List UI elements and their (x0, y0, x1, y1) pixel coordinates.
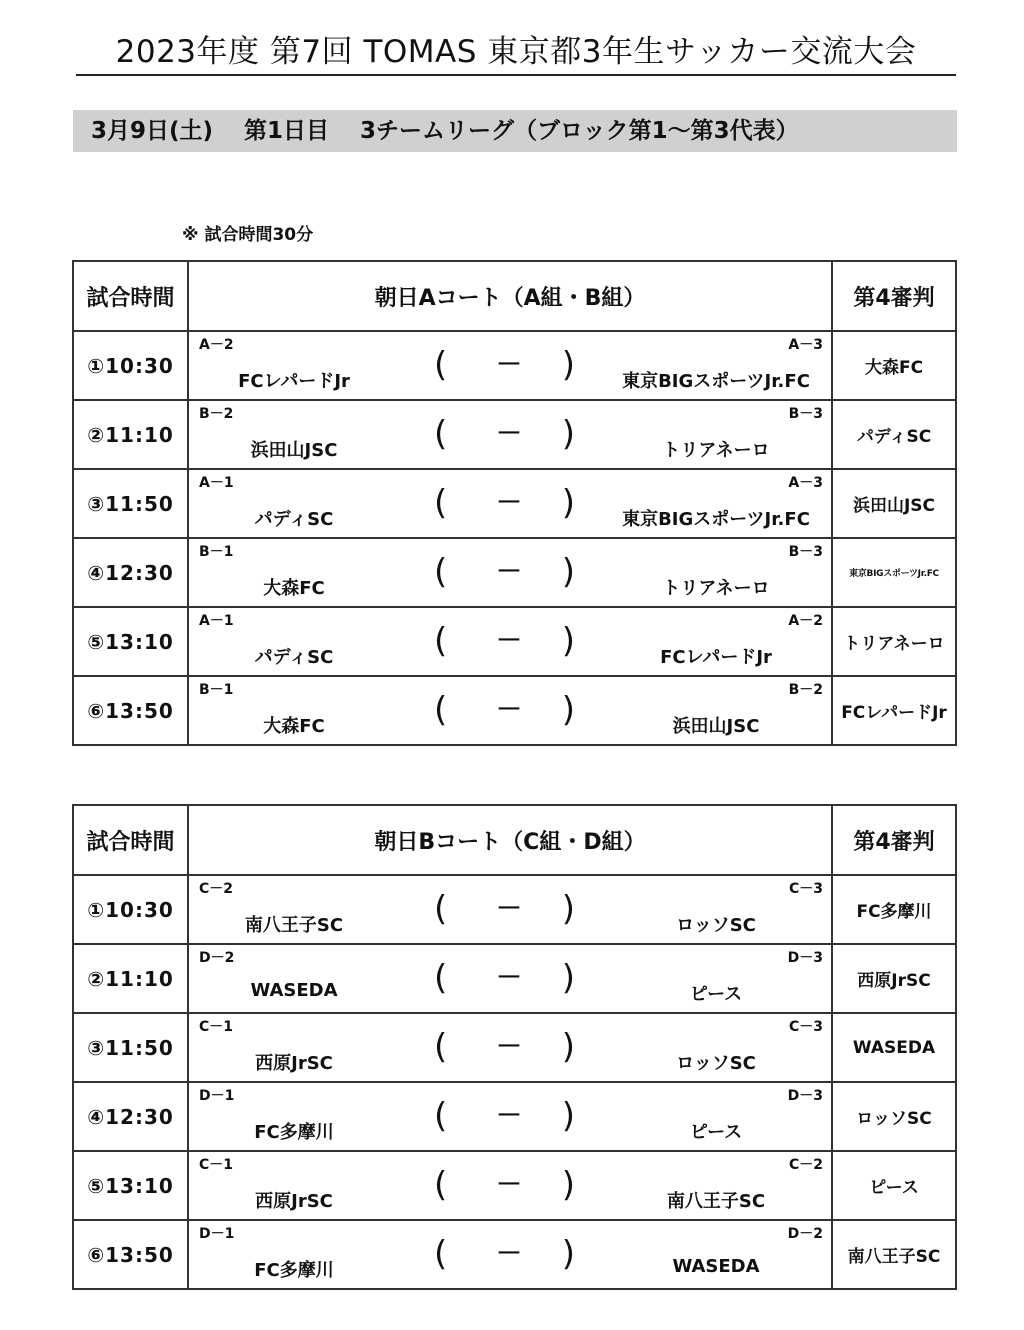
close-paren: ) (561, 414, 575, 454)
match (189, 609, 831, 674)
header-fourth-official: 第4審判 (832, 261, 956, 331)
away-team-name: 東京BIGスポーツJr.FC (622, 371, 810, 392)
match (189, 1153, 831, 1218)
match-time: ⑥13:50 (73, 676, 188, 745)
table-row (73, 875, 956, 944)
open-paren: ( (434, 958, 448, 998)
score-box (434, 345, 589, 387)
score-separator: － (496, 626, 523, 656)
home-team-name: 西原JrSC (255, 1053, 333, 1074)
table-row (73, 607, 956, 676)
away-team-name: ピース (689, 984, 743, 1005)
score-box (434, 1096, 589, 1138)
score-separator: － (496, 350, 523, 380)
close-paren: ) (561, 1096, 575, 1136)
table-row (73, 1013, 956, 1082)
table-row (73, 1082, 956, 1151)
header-court-a: 朝日Aコート（A組・B組） (188, 261, 832, 331)
home-team-code: B－2 (199, 406, 234, 422)
away-team-name: FCレパードJr (660, 647, 772, 668)
away-team-code: B－3 (788, 406, 823, 422)
open-paren: ( (434, 345, 448, 385)
open-paren: ( (434, 414, 448, 454)
home-team-name: パディSC (254, 647, 334, 668)
close-paren: ) (561, 552, 575, 592)
match-cell (188, 875, 832, 944)
fourth-official: 大森FC (832, 331, 956, 400)
home-team-code: D－1 (199, 1088, 235, 1104)
away-team-code: B－3 (788, 544, 823, 560)
fourth-official: FCレパードJr (832, 676, 956, 745)
match-time: ④12:30 (73, 1082, 188, 1151)
fourth-official: 西原JrSC (832, 944, 956, 1013)
score-separator: － (496, 963, 523, 993)
match (189, 333, 831, 398)
match-cell (188, 1082, 832, 1151)
header-court-b: 朝日Bコート（C組・D組） (188, 805, 832, 875)
score-separator: － (496, 1239, 523, 1269)
home-team-code: D－1 (199, 1226, 235, 1242)
score-box (434, 1027, 589, 1069)
close-paren: ) (561, 1165, 575, 1205)
match-cell (188, 538, 832, 607)
home-team-name: パディSC (254, 509, 334, 530)
match-cell (188, 400, 832, 469)
table-row (73, 538, 956, 607)
close-paren: ) (561, 1027, 575, 1067)
away-team-name: トリアネーロ (662, 440, 770, 461)
table-row (73, 676, 956, 745)
close-paren: ) (561, 345, 575, 385)
home-team-name: FCレパードJr (238, 371, 350, 392)
away-team-code: A－2 (788, 613, 823, 629)
table-row (73, 331, 956, 400)
match (189, 946, 831, 1011)
match-duration-note: ※ 試合時間30分 (182, 225, 314, 245)
open-paren: ( (434, 1234, 448, 1274)
match (189, 1222, 831, 1287)
match (189, 1015, 831, 1080)
away-team-name: トリアネーロ (662, 578, 770, 599)
score-box (434, 690, 589, 732)
match-cell (188, 469, 832, 538)
score-box (434, 414, 589, 456)
home-team-code: A－1 (199, 475, 234, 491)
table-header-row (73, 805, 956, 875)
home-team-name: 大森FC (263, 578, 325, 599)
open-paren: ( (434, 621, 448, 661)
header-match-time: 試合時間 (73, 805, 188, 875)
court-b-schedule-table (72, 804, 957, 1290)
score-box (434, 958, 589, 1000)
score-separator: － (496, 488, 523, 518)
match-cell (188, 1151, 832, 1220)
match (189, 402, 831, 467)
score-box (434, 1234, 589, 1276)
match (189, 540, 831, 605)
score-separator: － (496, 1170, 523, 1200)
fourth-official: パディSC (832, 400, 956, 469)
table-header-row (73, 261, 956, 331)
open-paren: ( (434, 1027, 448, 1067)
home-team-code: A－2 (199, 337, 234, 353)
home-team-code: C－1 (199, 1157, 234, 1173)
away-team-name: ロッソSC (676, 915, 756, 936)
match (189, 1084, 831, 1149)
away-team-code: A－3 (788, 337, 823, 353)
match-time: ③11:50 (73, 469, 188, 538)
score-box (434, 483, 589, 525)
fourth-official: トリアネーロ (832, 607, 956, 676)
away-team-name: 浜田山JSC (672, 716, 760, 737)
home-team-name: 西原JrSC (255, 1191, 333, 1212)
match-cell (188, 1220, 832, 1289)
open-paren: ( (434, 1165, 448, 1205)
fourth-official: 東京BIGスポーツJr.FC (832, 538, 956, 607)
score-box (434, 621, 589, 663)
close-paren: ) (561, 483, 575, 523)
home-team-name: 南八王子SC (244, 915, 344, 936)
match-time: ②11:10 (73, 400, 188, 469)
close-paren: ) (561, 690, 575, 730)
home-team-name: 大森FC (263, 716, 325, 737)
home-team-code: C－1 (199, 1019, 234, 1035)
away-team-name: 東京BIGスポーツJr.FC (622, 509, 810, 530)
away-team-code: C－3 (788, 881, 823, 897)
home-team-name: 浜田山JSC (250, 440, 338, 461)
close-paren: ) (561, 958, 575, 998)
score-separator: － (496, 1032, 523, 1062)
away-team-name: 南八王子SC (666, 1191, 766, 1212)
score-separator: － (496, 419, 523, 449)
home-team-code: B－1 (199, 544, 234, 560)
home-team-code: C－2 (199, 881, 234, 897)
away-team-code: A－3 (788, 475, 823, 491)
match-time: ⑤13:10 (73, 1151, 188, 1220)
fourth-official: 南八王子SC (832, 1220, 956, 1289)
score-separator: － (496, 1101, 523, 1131)
fourth-official: WASEDA (832, 1013, 956, 1082)
away-team-code: C－3 (788, 1019, 823, 1035)
match-cell (188, 1013, 832, 1082)
away-team-code: D－3 (787, 950, 823, 966)
score-separator: － (496, 894, 523, 924)
close-paren: ) (561, 889, 575, 929)
score-box (434, 552, 589, 594)
match-time: ②11:10 (73, 944, 188, 1013)
match-time: ③11:50 (73, 1013, 188, 1082)
table-row (73, 1220, 956, 1289)
match-cell (188, 331, 832, 400)
match (189, 678, 831, 743)
fourth-official: FC多摩川 (832, 875, 956, 944)
away-team-code: D－2 (787, 1226, 823, 1242)
header-match-time: 試合時間 (73, 261, 188, 331)
table-row (73, 944, 956, 1013)
court-a-schedule-table (72, 260, 957, 746)
match-time: ①10:30 (73, 331, 188, 400)
match-time: ⑥13:50 (73, 1220, 188, 1289)
header-fourth-official: 第4審判 (832, 805, 956, 875)
score-box (434, 1165, 589, 1207)
table-row (73, 469, 956, 538)
day-banner: 3月9日(土) 第1日目 3チームリーグ（ブロック第1～第3代表） (73, 110, 957, 152)
score-separator: － (496, 695, 523, 725)
away-team-name: ピース (689, 1122, 743, 1143)
home-team-name: FC多摩川 (254, 1122, 334, 1143)
open-paren: ( (434, 1096, 448, 1136)
match-cell (188, 607, 832, 676)
open-paren: ( (434, 552, 448, 592)
open-paren: ( (434, 889, 448, 929)
match-time: ⑤13:10 (73, 607, 188, 676)
table-row (73, 1151, 956, 1220)
match-time: ①10:30 (73, 875, 188, 944)
away-team-name: WASEDA (672, 1256, 760, 1277)
page-title: 2023年度 第7回 TOMAS 東京都3年生サッカー交流大会 (76, 30, 956, 76)
score-separator: － (496, 557, 523, 587)
open-paren: ( (434, 690, 448, 730)
match (189, 471, 831, 536)
score-box (434, 889, 589, 931)
table-row (73, 400, 956, 469)
match-time: ④12:30 (73, 538, 188, 607)
match (189, 877, 831, 942)
home-team-name: FC多摩川 (254, 1260, 334, 1281)
close-paren: ) (561, 1234, 575, 1274)
match-cell (188, 676, 832, 745)
fourth-official: 浜田山JSC (832, 469, 956, 538)
home-team-name: WASEDA (250, 980, 338, 1001)
open-paren: ( (434, 483, 448, 523)
close-paren: ) (561, 621, 575, 661)
away-team-code: C－2 (788, 1157, 823, 1173)
home-team-code: B－1 (199, 682, 234, 698)
home-team-code: D－2 (199, 950, 235, 966)
away-team-name: ロッソSC (676, 1053, 756, 1074)
fourth-official: ロッソSC (832, 1082, 956, 1151)
fourth-official: ピース (832, 1151, 956, 1220)
away-team-code: D－3 (787, 1088, 823, 1104)
match-cell (188, 944, 832, 1013)
home-team-code: A－1 (199, 613, 234, 629)
away-team-code: B－2 (788, 682, 823, 698)
